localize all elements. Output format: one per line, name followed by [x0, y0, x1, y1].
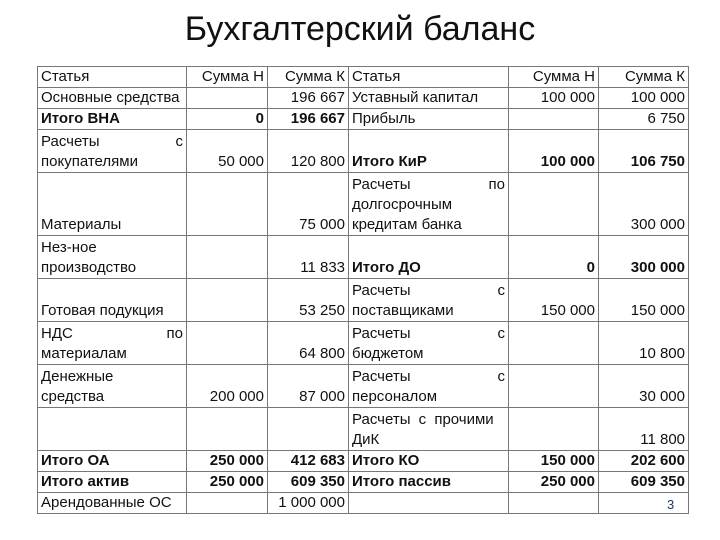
left-item: Готовая подукция — [38, 279, 187, 322]
left-end — [268, 408, 349, 451]
right-item — [349, 408, 509, 451]
right-item-word: кредитам банка — [352, 216, 462, 233]
right-end: 11 800 — [599, 408, 689, 451]
left-item: Итого ВНА — [38, 109, 187, 130]
header-left-item: Статья — [38, 67, 187, 88]
table-row — [38, 88, 689, 109]
right-start — [509, 322, 599, 365]
right-end: 609 350 — [599, 472, 689, 493]
left-item-word: Нез-ное — [41, 239, 97, 256]
left-end: 53 250 — [268, 279, 349, 322]
right-item-word: поставщиками — [352, 302, 454, 319]
left-start — [187, 279, 268, 322]
right-item-word: Расчеты с прочими — [352, 411, 494, 428]
right-start: 150 000 — [509, 279, 599, 322]
right-item: Итого КиР — [349, 130, 509, 173]
right-start — [509, 365, 599, 408]
right-end: 300 000 — [599, 173, 689, 236]
right-end: 150 000 — [599, 279, 689, 322]
left-item-word: Расчеты — [41, 133, 100, 150]
table-row — [38, 279, 689, 322]
left-item-word: производство — [41, 259, 137, 276]
left-end: 87 000 — [268, 365, 349, 408]
right-end — [599, 493, 689, 514]
left-item-word: Денежные — [41, 368, 114, 385]
right-end: 6 750 — [599, 109, 689, 130]
left-end: 120 800 — [268, 130, 349, 173]
header-left-end: Сумма К — [268, 67, 349, 88]
right-item: Итого КО — [349, 451, 509, 472]
right-item: Итого ДО — [349, 236, 509, 279]
left-item: Основные средства — [38, 88, 187, 109]
right-item-word: Расчеты — [352, 325, 411, 342]
right-start: 100 000 — [509, 88, 599, 109]
header-left-start: Сумма Н — [187, 67, 268, 88]
left-start: 250 000 — [187, 451, 268, 472]
right-item-word: по — [488, 176, 505, 193]
right-item-word: ДиК — [352, 431, 380, 448]
left-item — [38, 322, 187, 365]
left-item: Материалы — [38, 173, 187, 236]
right-item: Уставный капитал — [349, 88, 509, 109]
left-start: 0 — [187, 109, 268, 130]
left-start — [187, 408, 268, 451]
table-row — [38, 173, 689, 236]
right-item: Итого пассив — [349, 472, 509, 493]
table-row — [38, 236, 689, 279]
right-item-word: Расчеты — [352, 368, 411, 385]
left-item — [38, 365, 187, 408]
left-item-word: покупателями — [41, 153, 138, 170]
right-end: 30 000 — [599, 365, 689, 408]
right-start: 250 000 — [509, 472, 599, 493]
right-start — [509, 493, 599, 514]
right-item-word: с — [497, 368, 505, 385]
table-row — [38, 109, 689, 130]
right-item — [349, 322, 509, 365]
left-start — [187, 173, 268, 236]
right-item — [349, 279, 509, 322]
left-start: 250 000 — [187, 472, 268, 493]
left-end: 196 667 — [268, 109, 349, 130]
right-item — [349, 493, 509, 514]
right-end: 300 000 — [599, 236, 689, 279]
left-item-word: средства — [41, 388, 105, 405]
left-end: 11 833 — [268, 236, 349, 279]
left-start: 50 000 — [187, 130, 268, 173]
header-right-start: Сумма Н — [509, 67, 599, 88]
right-item-word: Расчеты — [352, 176, 411, 193]
right-item-word: бюджетом — [352, 345, 424, 362]
left-end: 75 000 — [268, 173, 349, 236]
right-item-word: долгосрочным — [352, 196, 453, 213]
left-start — [187, 88, 268, 109]
right-item — [349, 173, 509, 236]
right-start — [509, 173, 599, 236]
right-item: Прибыль — [349, 109, 509, 130]
left-item — [38, 130, 187, 173]
left-end: 412 683 — [268, 451, 349, 472]
table-row — [38, 322, 689, 365]
header-row — [38, 67, 689, 88]
left-item-word: НДС — [41, 325, 73, 342]
right-start — [509, 408, 599, 451]
left-start — [187, 322, 268, 365]
right-item-word: Расчеты — [352, 282, 411, 299]
balance-sheet-table — [37, 66, 689, 514]
left-start — [187, 493, 268, 514]
left-item-word: материалам — [41, 345, 127, 362]
table-row — [38, 130, 689, 173]
left-item-word: по — [166, 325, 183, 342]
right-item-word: персоналом — [352, 388, 438, 405]
slide-number: 3 — [667, 497, 675, 512]
left-item — [38, 236, 187, 279]
right-end: 202 600 — [599, 451, 689, 472]
right-end: 10 800 — [599, 322, 689, 365]
right-start: 100 000 — [509, 130, 599, 173]
left-item: Итого актив — [38, 472, 187, 493]
left-item-word: с — [175, 133, 183, 150]
left-start: 200 000 — [187, 365, 268, 408]
slide-title: Бухгалтерский баланс — [184, 10, 536, 48]
left-end: 196 667 — [268, 88, 349, 109]
left-item — [38, 408, 187, 451]
right-item — [349, 365, 509, 408]
left-end: 64 800 — [268, 322, 349, 365]
table-row — [38, 365, 689, 408]
table-row — [38, 493, 689, 514]
table-row — [38, 451, 689, 472]
left-item: Итого ОА — [38, 451, 187, 472]
table-row — [38, 408, 689, 451]
table-row — [38, 472, 689, 493]
left-item: Арендованные ОС — [38, 493, 187, 514]
right-start: 150 000 — [509, 451, 599, 472]
right-start: 0 — [509, 236, 599, 279]
right-item-word: с — [497, 325, 505, 342]
left-end: 609 350 — [268, 472, 349, 493]
right-end: 100 000 — [599, 88, 689, 109]
right-start — [509, 109, 599, 130]
left-end: 1 000 000 — [268, 493, 349, 514]
right-item-word: с — [497, 282, 505, 299]
header-right-end: Сумма К — [599, 67, 689, 88]
left-start — [187, 236, 268, 279]
right-end: 106 750 — [599, 130, 689, 173]
header-right-item: Статья — [349, 67, 509, 88]
